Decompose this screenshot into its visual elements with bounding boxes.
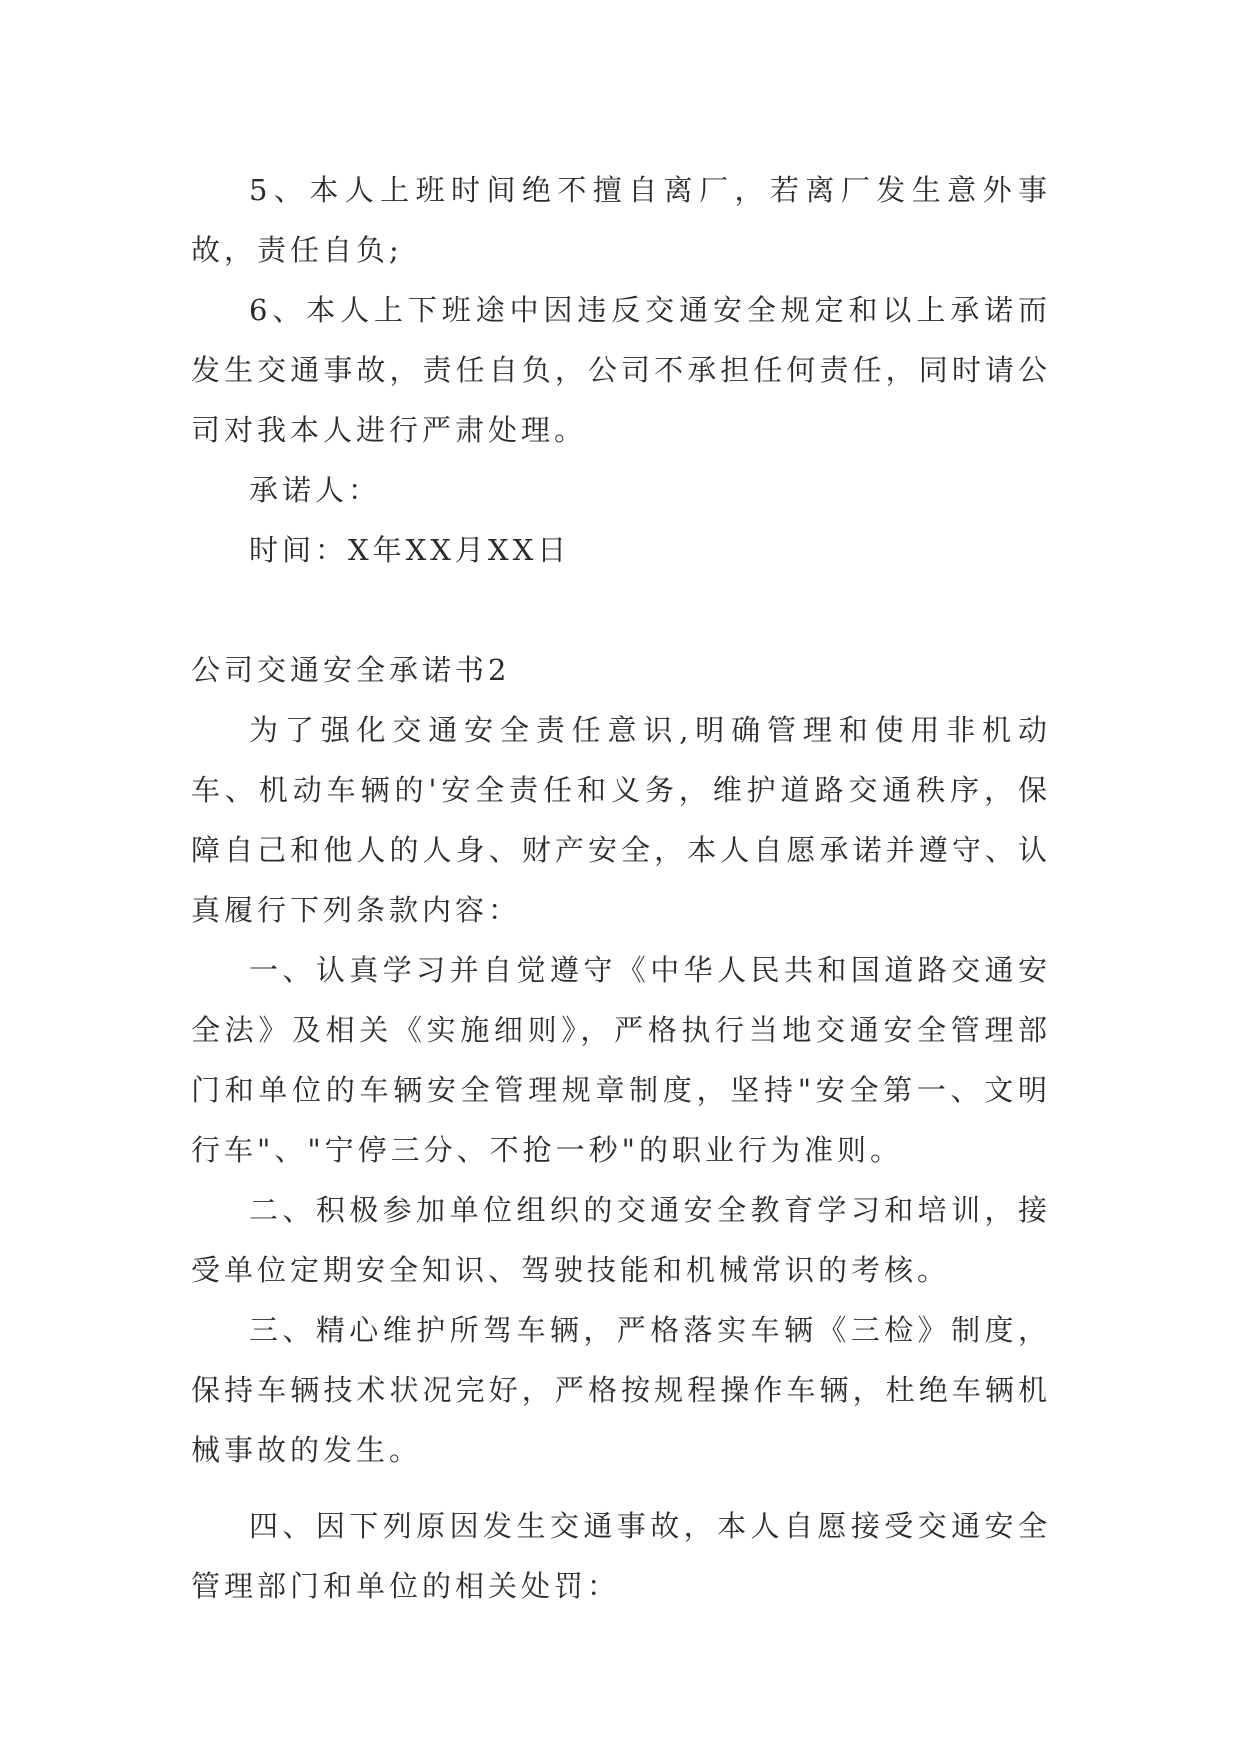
section-spacer bbox=[191, 580, 1051, 640]
section-title: 公司交通安全承诺书2 bbox=[191, 653, 511, 687]
clause-two: 二、积极参加单位组织的交通安全教育学习和培训，接受单位定期安全知识、驾驶技能和机械常识的考核。 bbox=[191, 1193, 1051, 1287]
clause-one: 一、认真学习并自觉遵守《中华人民共和国道路交通安全法》及相关《实施细则》，严格执行当地交通安全管理部门和单位的车辆安全管理规章制度，坚持"安全第一、文明行车"、"宁停三分、不抢一秒"的职业行为准则。 bbox=[191, 953, 1051, 1167]
clause-four: 四、因下列原因发生交通事故，本人自愿接受交通安全管理部门和单位的相关处罚： bbox=[191, 1509, 1051, 1603]
paragraph-item-6: 6、本人上下班途中因违反交通安全规定和以上承诺而发生交通事故，责任自负，公司不承担任何责任，同时请公司对我本人进行严肃处理。 bbox=[191, 293, 1051, 447]
paragraph-item-5: 5、本人上班时间绝不擅自离厂，若离厂发生意外事故，责任自负; bbox=[191, 173, 1051, 267]
clause-three: 三、精心维护所驾车辆，严格落实车辆《三检》制度，保持车辆技术状况完好，严格按规程操作车辆，杜绝车辆机械事故的发生。 bbox=[191, 1313, 1051, 1467]
document-body bbox=[191, 160, 1051, 1616]
signatory-line: 承诺人： bbox=[249, 473, 382, 507]
date-line: 时间：X年XX月XX日 bbox=[249, 533, 571, 567]
clause-spacer bbox=[191, 1480, 1051, 1496]
intro-paragraph: 为了强化交通安全责任意识,明确管理和使用非机动车、机动车辆的'安全责任和义务，维护道路交通秩序，保障自己和他人的人身、财产安全，本人自愿承诺并遵守、认真履行下列条款内容： bbox=[191, 713, 1051, 927]
